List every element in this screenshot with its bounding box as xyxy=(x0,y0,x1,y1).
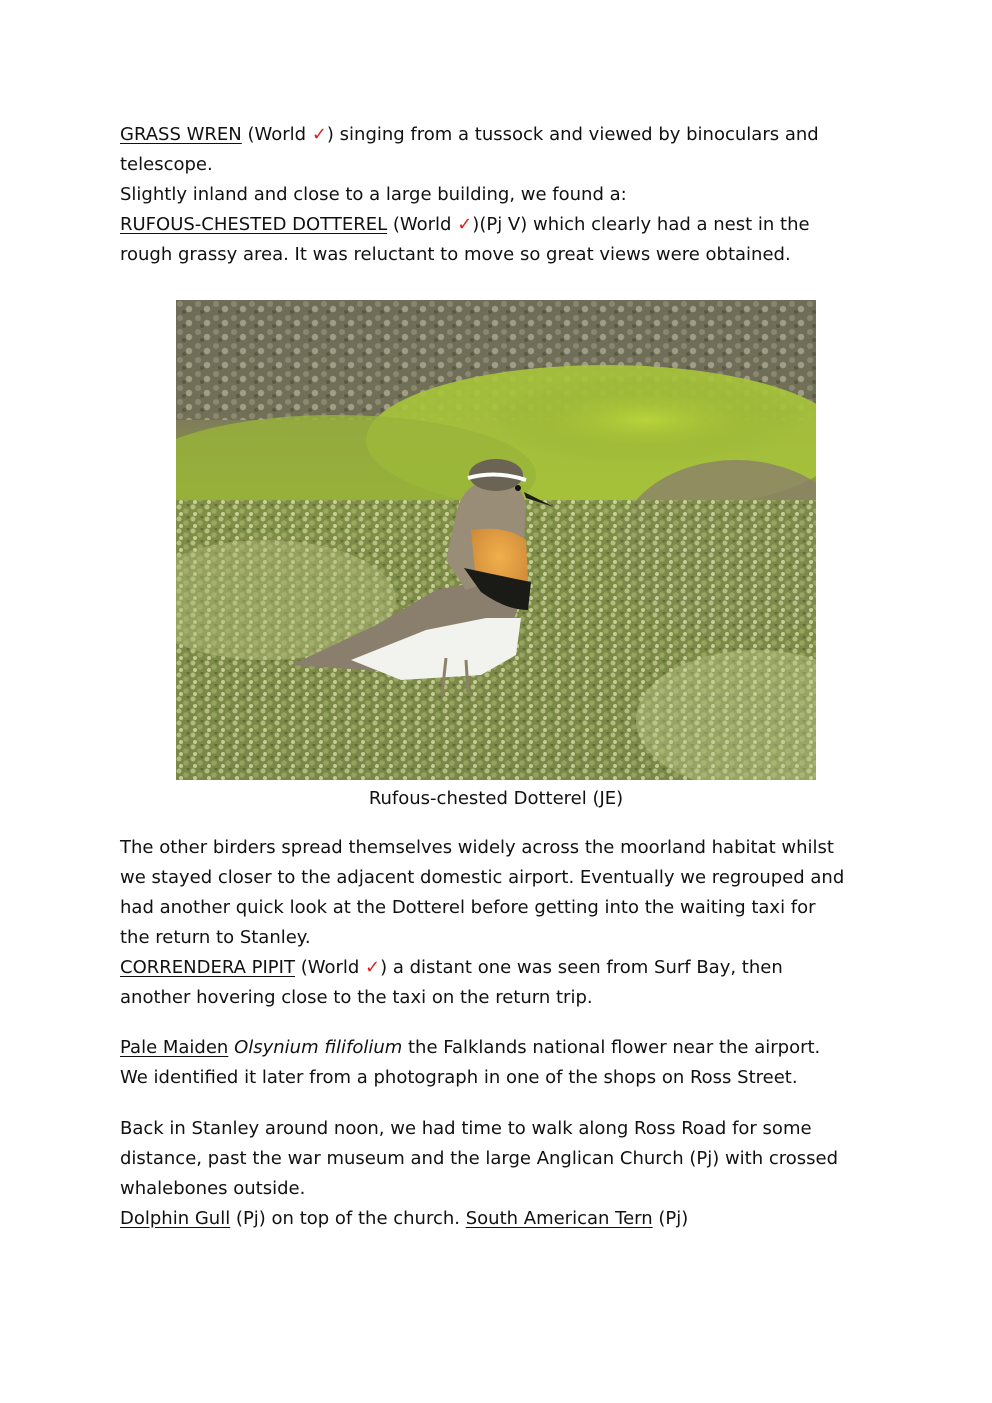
check-icon: ✓ xyxy=(457,214,473,235)
dotterel-name: RUFOUS-CHESTED DOTTEREL xyxy=(120,214,388,235)
grass-wren-line-2: telescope. xyxy=(120,154,213,175)
stanley-line-3: whalebones outside. xyxy=(120,1178,306,1199)
pale-maiden-line-2: We identified it later from a photograph in one of the shops on Ross Street. xyxy=(120,1067,798,1088)
pale-maiden-text: the Falklands national flower near the airport. xyxy=(402,1037,821,1058)
dotterel-photo xyxy=(176,300,816,780)
check-icon: ✓ xyxy=(311,124,327,145)
pipit-text: ) a distant one was seen from Surf Bay, then xyxy=(380,957,783,978)
gull-name: Dolphin Gull xyxy=(120,1208,231,1229)
photo-caption: Rufous-chested Dotterel (JE) xyxy=(368,788,624,809)
tern-name: South American Tern xyxy=(465,1208,653,1229)
birders-line-2: we stayed closer to the adjacent domestic airport. Eventually we regrouped and xyxy=(120,867,845,888)
world-label: (World xyxy=(300,957,366,978)
world-label: (World xyxy=(392,214,458,235)
grass-wren-text: ) singing from a tussock and viewed by binoculars and xyxy=(326,124,819,145)
pale-maiden-name: Pale Maiden xyxy=(120,1037,229,1058)
world-label: (World xyxy=(247,124,312,145)
check-icon: ✓ xyxy=(365,957,381,978)
pipit-name: CORRENDERA PIPIT xyxy=(120,957,295,978)
birders-line-1: The other birders spread themselves widely across the moorland habitat whilst xyxy=(120,837,834,858)
birders-line-4: the return to Stanley. xyxy=(120,927,311,948)
tern-text: (Pj) xyxy=(652,1208,689,1229)
dotterel-line-1 xyxy=(120,210,810,240)
pale-maiden-line-1 xyxy=(120,1033,820,1063)
gull-text: (Pj) on top of the church. xyxy=(230,1208,466,1229)
pipit-line-1 xyxy=(120,953,783,983)
grass-wren-line-1 xyxy=(120,120,819,150)
gull-line xyxy=(120,1204,688,1234)
pipit-line-2: another hovering close to the taxi on the return trip. xyxy=(120,987,593,1008)
grass-wren-name: GRASS WREN xyxy=(120,124,242,145)
stanley-line-1: Back in Stanley around noon, we had time to walk along Ross Road for some xyxy=(120,1118,812,1139)
latin-name: Olsynium filifolium xyxy=(234,1037,403,1058)
inland-line: Slightly inland and close to a large building, we found a: xyxy=(120,184,627,205)
birders-line-3: had another quick look at the Dotterel before getting into the waiting taxi for xyxy=(120,897,816,918)
dotterel-text: )(Pj V) which clearly had a nest in the xyxy=(472,214,810,235)
dotterel-line-2: rough grassy area. It was reluctant to move so great views were obtained. xyxy=(120,244,791,265)
stanley-line-2: distance, past the war museum and the large Anglican Church (Pj) with crossed xyxy=(120,1148,839,1169)
